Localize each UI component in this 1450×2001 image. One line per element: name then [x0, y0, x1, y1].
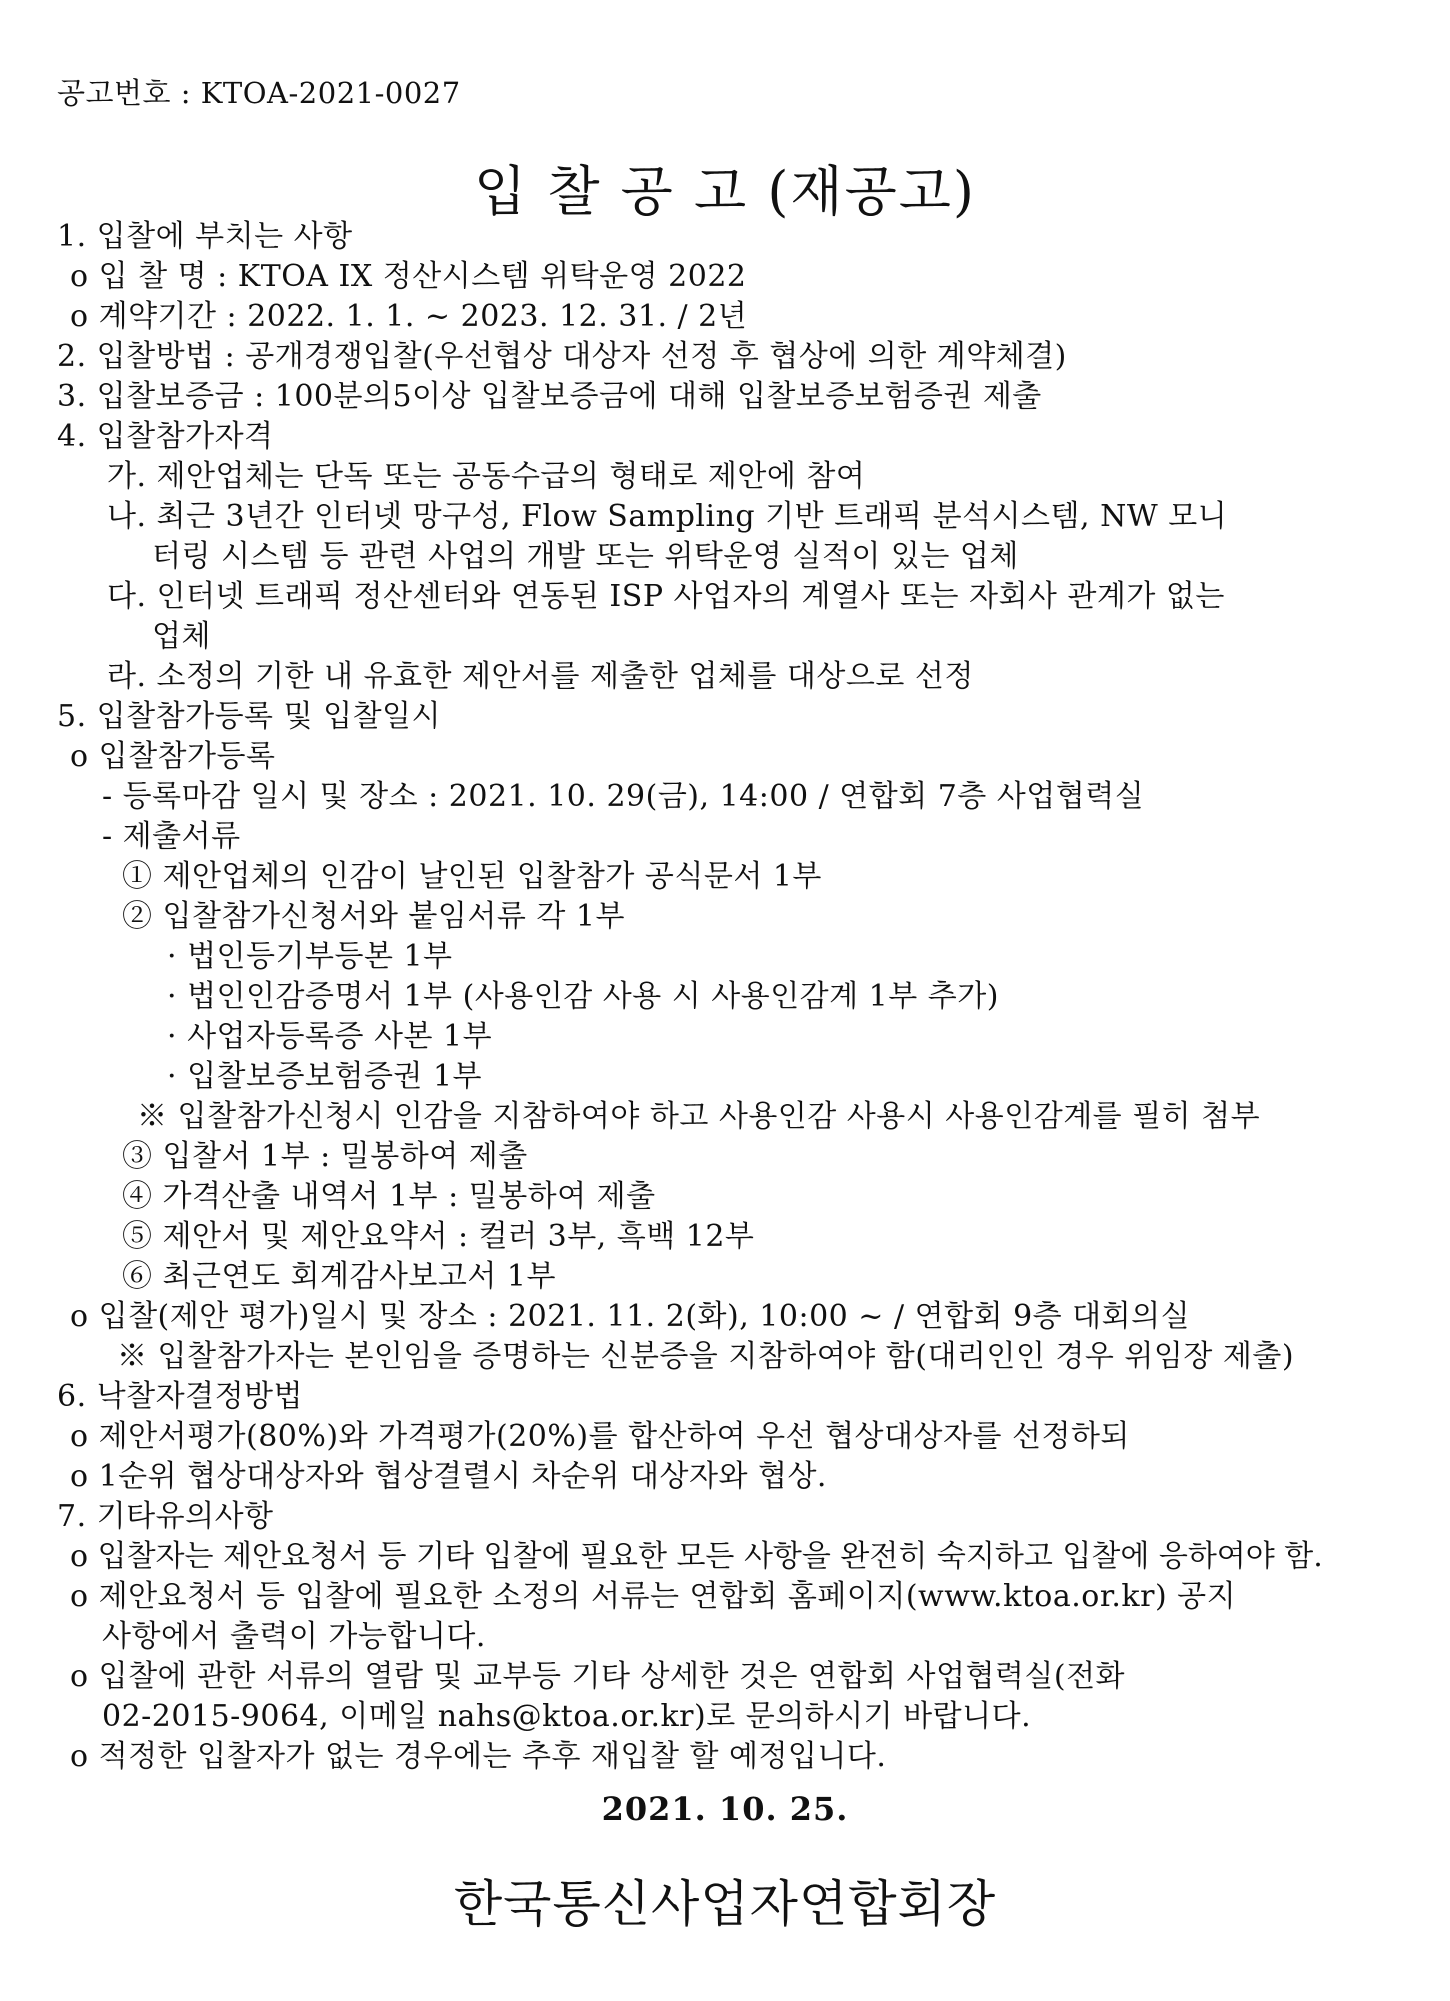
- body-line: ⑤ 제안서 및 제안요약서 : 컬러 3부, 흑백 12부: [122, 1219, 755, 1254]
- body-line: ※ 입찰참가자는 본인임을 증명하는 신분증을 지참하여야 함(대리인인 경우 위임장 제출): [117, 1339, 1295, 1374]
- body-line: o 입찰참가등록: [70, 739, 276, 774]
- body-line: 나. 최근 3년간 인터넷 망구성, Flow Sampling 기반 트래픽 분석시스템, NW 모니: [107, 499, 1228, 534]
- body-line: ※ 입찰참가신청시 인감을 지참하여야 하고 사용인감 사용시 사용인감계를 필히 첨부: [137, 1099, 1261, 1134]
- notice-date: 2021. 10. 25.: [601, 1790, 849, 1828]
- issuer-name: 한국통신사업자연합회장: [453, 1875, 997, 1933]
- body-line: 6. 낙찰자결정방법: [57, 1379, 304, 1414]
- body-line: 3. 입찰보증금 : 100분의5이상 입찰보증금에 대해 입찰보증보험증권 제출: [57, 379, 1042, 414]
- body-line: 2. 입찰방법 : 공개경쟁입찰(우선협상 대상자 선정 후 협상에 의한 계약체결): [57, 339, 1067, 374]
- body-line: 7. 기타유의사항: [57, 1499, 274, 1534]
- notice-number: 공고번호 : KTOA-2021-0027: [57, 76, 461, 110]
- body-line: ① 제안업체의 인감이 날인된 입찰참가 공식문서 1부: [122, 859, 822, 894]
- body-line: 1. 입찰에 부치는 사항: [57, 219, 353, 254]
- body-line: - 제출서류: [102, 819, 241, 854]
- body-line: · 사업자등록증 사본 1부: [167, 1019, 493, 1054]
- body-line: ③ 입찰서 1부 : 밀봉하여 제출: [122, 1139, 528, 1174]
- body-line: 업체: [152, 619, 211, 654]
- body-line: 라. 소정의 기한 내 유효한 제안서를 제출한 업체를 대상으로 선정: [107, 659, 974, 694]
- body-line: o 제안서평가(80%)와 가격평가(20%)를 합산하여 우선 협상대상자를 선정하되: [70, 1419, 1130, 1454]
- body-line: 5. 입찰참가등록 및 입찰일시: [57, 699, 442, 734]
- body-line: o 1순위 협상대상자와 협상결렬시 차순위 대상자와 협상.: [70, 1459, 827, 1494]
- body-line: 사항에서 출력이 가능합니다.: [102, 1619, 486, 1654]
- body-line: 다. 인터넷 트래픽 정산센터와 연동된 ISP 사업자의 계열사 또는 자회사 관계가 없는: [107, 579, 1225, 614]
- body-line: o 입 찰 명 : KTOA IX 정산시스템 위탁운영 2022: [70, 259, 747, 294]
- body-line: · 법인등기부등본 1부: [167, 939, 453, 974]
- body-line: ④ 가격산출 내역서 1부 : 밀봉하여 제출: [122, 1179, 656, 1214]
- body-line: 02-2015-9064, 이메일 nahs@ktoa.or.kr)로 문의하시기 바랍니다.: [102, 1699, 1032, 1734]
- body-line: o 입찰에 관한 서류의 열람 및 교부등 기타 상세한 것은 연합회 사업협력실(전화: [70, 1659, 1126, 1694]
- body-line: o 제안요청서 등 입찰에 필요한 소정의 서류는 연합회 홈페이지(www.ktoa.or.kr) 공지: [70, 1579, 1237, 1614]
- body-line: ② 입찰참가신청서와 붙임서류 각 1부: [122, 899, 625, 934]
- body-line: o 입찰자는 제안요청서 등 기타 입찰에 필요한 모든 사항을 완전히 숙지하고 입찰에 응하여야 함.: [70, 1539, 1323, 1574]
- body-line: o 적정한 입찰자가 없는 경우에는 추후 재입찰 할 예정입니다.: [70, 1739, 887, 1774]
- body-line: 가. 제안업체는 단독 또는 공동수급의 형태로 제안에 참여: [107, 459, 866, 494]
- body-line: 터링 시스템 등 관련 사업의 개발 또는 위탁운영 실적이 있는 업체: [152, 539, 1019, 574]
- body-line: - 등록마감 일시 및 장소 : 2021. 10. 29(금), 14:00 / 연합회 7층 사업협력실: [102, 779, 1145, 814]
- body-line: o 입찰(제안 평가)일시 및 장소 : 2021. 11. 2(화), 10:00 ~ / 연합회 9층 대회의실: [70, 1299, 1191, 1334]
- body-line: · 입찰보증보험증권 1부: [167, 1059, 483, 1094]
- body-line: ⑥ 최근연도 회계감사보고서 1부: [122, 1259, 556, 1294]
- body-line: 4. 입찰참가자격: [57, 419, 274, 454]
- page-title: 입 찰 공 고 (재공고): [474, 160, 976, 223]
- body-line: o 계약기간 : 2022. 1. 1. ~ 2023. 12. 31. / 2년: [70, 299, 748, 334]
- body-line: · 법인인감증명서 1부 (사용인감 사용 시 사용인감계 1부 추가): [167, 979, 999, 1014]
